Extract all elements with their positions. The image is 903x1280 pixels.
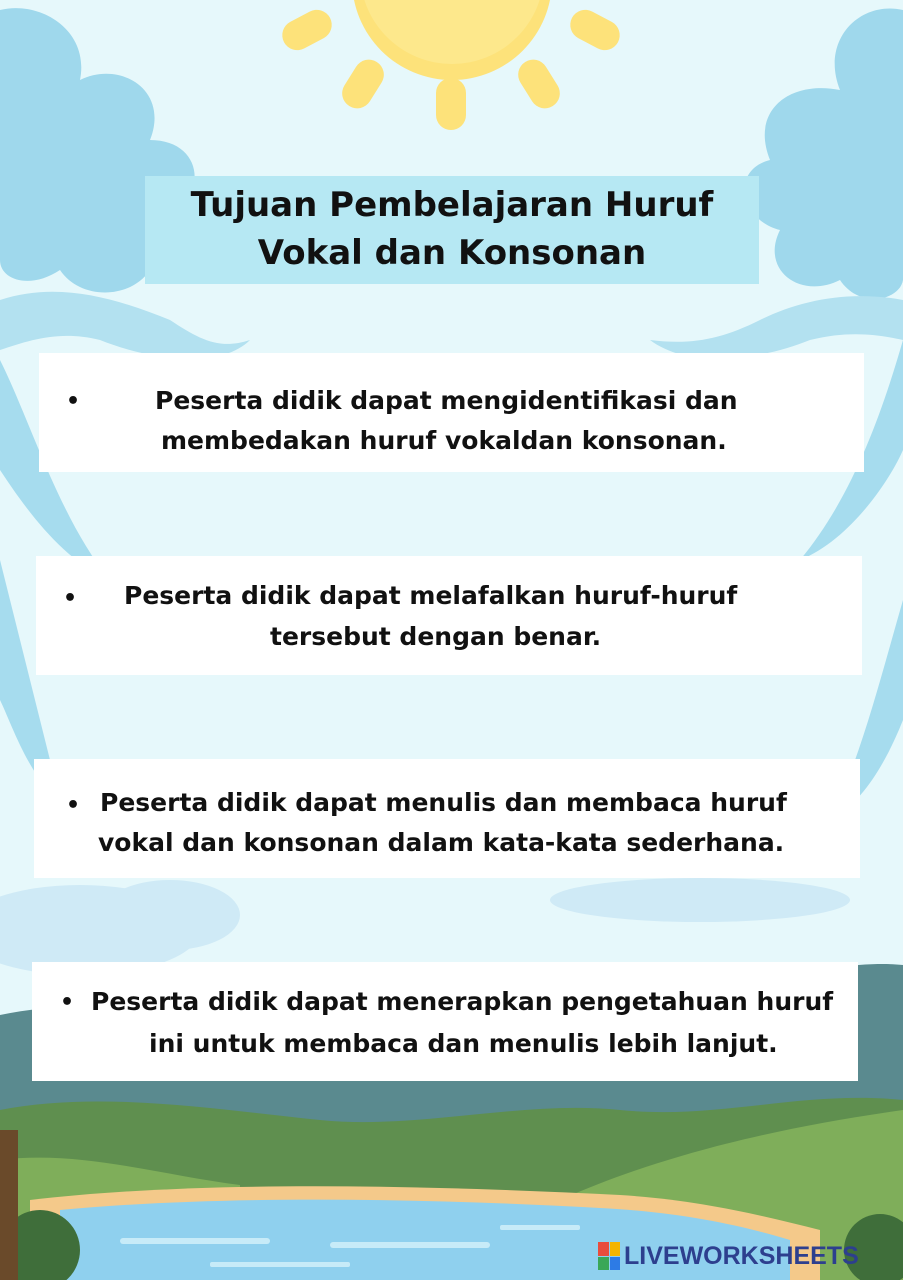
watermark-text: LIVEWORKSHEETS [624,1241,859,1270]
objective-text-line: tersebut dengan benar. [270,622,602,651]
objective-card [34,759,860,878]
objective-text-line: Peserta didik dapat menerapkan pengetahuan huruf [91,987,834,1016]
bullet-icon: • [63,586,78,611]
objective-card [32,962,858,1081]
bullet-icon: • [66,389,81,414]
objective-text-line: ini untuk membaca dan menulis lebih lanjut. [149,1029,778,1058]
liveworksheets-watermark [598,1240,859,1272]
objective-card [36,556,862,675]
page-title [145,176,759,284]
objective-text-line: membedakan huruf vokaldan konsonan. [161,426,727,455]
objective-text-line: Peserta didik dapat mengidentifikasi dan [155,386,738,415]
bullet-icon: • [60,990,75,1015]
bullet-icon: • [66,793,81,818]
objective-text-line: vokal dan konsonan dalam kata-kata sederhana. [98,828,785,857]
objective-text-line: Peserta didik dapat menulis dan membaca huruf [100,788,787,817]
title-line-1: Tujuan Pembelajaran Huruf [190,185,714,226]
objective-text-line: Peserta didik dapat melafalkan huruf-huruf [124,581,738,610]
objective-card [39,353,864,472]
liveworksheets-logo-icon [598,1242,620,1270]
title-line-2: Vokal dan Konsonan [257,233,647,273]
